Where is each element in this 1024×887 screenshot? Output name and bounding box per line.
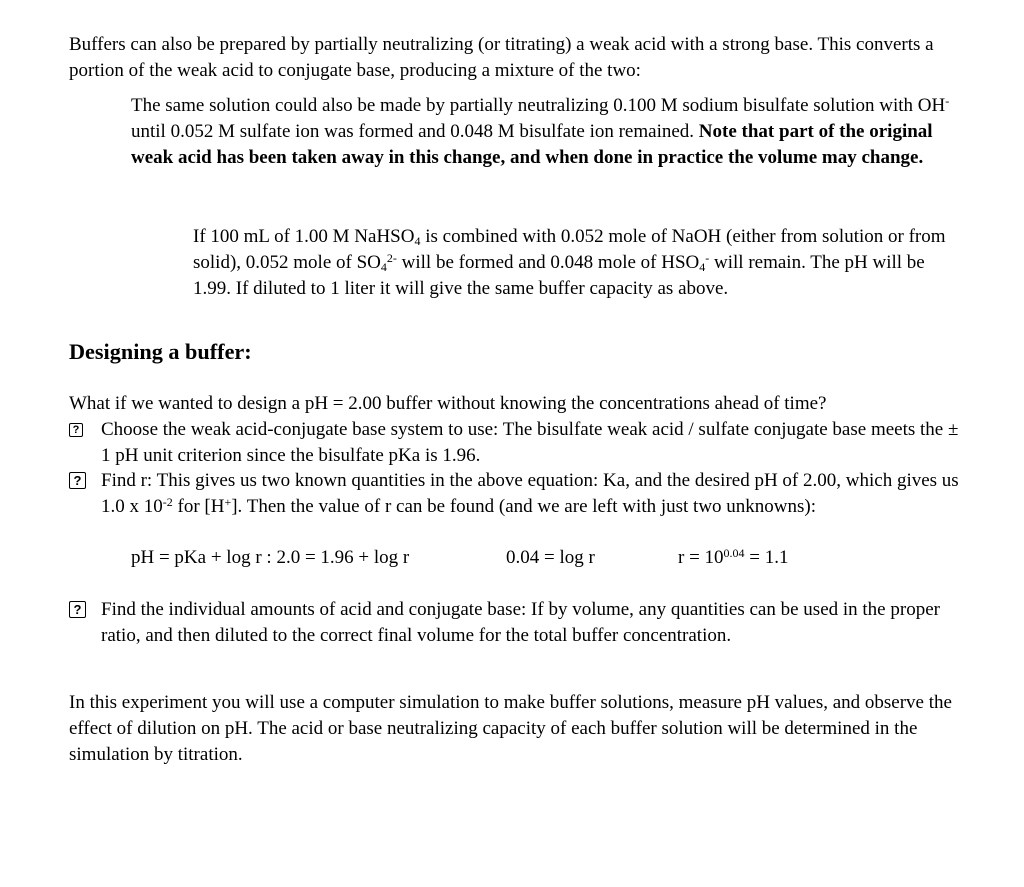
equation-r-base: r = 10 <box>678 547 724 568</box>
bullet-text-part-1: Find r: This gives us two known quantities in the above equation: Ka, and the desired pH of 2.00, which gives us 1.0 x 10 <box>101 470 959 517</box>
intro-text: Buffers can also be prepared by partially neutralizing (or titrating) a weak acid with a strong base. This converts a portion of the weak acid to conjugate base, producing a mixture of the two: <box>69 34 934 81</box>
calculation-paragraph <box>193 224 963 302</box>
question-paragraph <box>69 391 969 417</box>
bullet-text: Find the individual amounts of acid and conjugate base: If by volume, any quantities can be used in the proper ratio, and then diluted to the correct final volume for the total buffer concentration. <box>101 599 940 646</box>
calc-text-3: will be formed and 0.048 mole of HSO <box>396 252 700 273</box>
intro-paragraph <box>69 32 969 84</box>
calc-subscript-1: 4 <box>414 234 421 248</box>
proton-charge: + <box>224 495 232 509</box>
question-mark-icon: ? <box>69 423 83 437</box>
bullet-text: Choose the weak acid-conjugate base system to use: The bisulfate weak acid / sulfate conjugate base meets the ± 1 pH unit criterion since the bisulfate pKa is 1.96. <box>101 419 959 466</box>
calc-text-1: If 100 mL of 1.00 M NaHSO <box>193 226 415 247</box>
equation-henderson: pH = pKa + log r : 2.0 = 1.96 + log r <box>131 547 410 568</box>
calc-subscript-3: 4 <box>699 260 706 274</box>
equation-r-exponent: 0.04 <box>723 546 745 560</box>
bullet-text-part-3: ]. Then the value of r can be found (and we are left with just two unknowns): <box>231 496 817 517</box>
example-paragraph <box>131 93 961 171</box>
hydroxide-charge: - <box>945 94 950 108</box>
bullet-text-part-2: for [H <box>172 496 225 517</box>
calc-subscript-2: 4 <box>380 260 387 274</box>
question-text: What if we wanted to design a pH = 2.00 buffer without knowing the concentrations ahead of time? <box>69 393 827 414</box>
equation-r-result: = 1.1 <box>744 547 789 568</box>
question-mark-icon: ? <box>69 601 86 618</box>
bisulfate-charge: - <box>705 251 710 265</box>
example-text-b: until 0.052 M sulfate ion was formed and 0.048 M bisulfate ion remained. <box>131 121 695 142</box>
sulfate-charge: 2- <box>386 251 397 265</box>
calc-text-4: will remain. The pH will be 1.99. If diluted to 1 liter it will give the same buffer capacity as above. <box>193 252 925 299</box>
closing-text: In this experiment you will use a computer simulation to make buffer solutions, measure pH values, and observe the effect of dilution on pH. The acid or base neutralizing capacity of each buffer solution will be determined in the simulation by titration. <box>69 692 952 765</box>
calc-text-2: is combined with 0.052 mole of NaOH (either from solution or from solid), 0.052 mole of SO <box>193 226 946 273</box>
section-heading: Designing a buffer: <box>69 339 252 364</box>
example-text-a: The same solution could also be made by partially neutralizing 0.100 M sodium bisulfate solution with OH <box>131 95 946 116</box>
example-note: Note that part of the original weak acid has been taken away in this change, and when done in practice the volume may change. <box>131 121 933 168</box>
equation-log-r: 0.04 = log r <box>506 547 595 568</box>
question-mark-icon: ? <box>69 472 86 489</box>
bullet-text <box>101 468 959 520</box>
exponent: -2 <box>162 495 173 509</box>
closing-paragraph <box>69 690 969 768</box>
equation-r-value <box>678 545 789 571</box>
